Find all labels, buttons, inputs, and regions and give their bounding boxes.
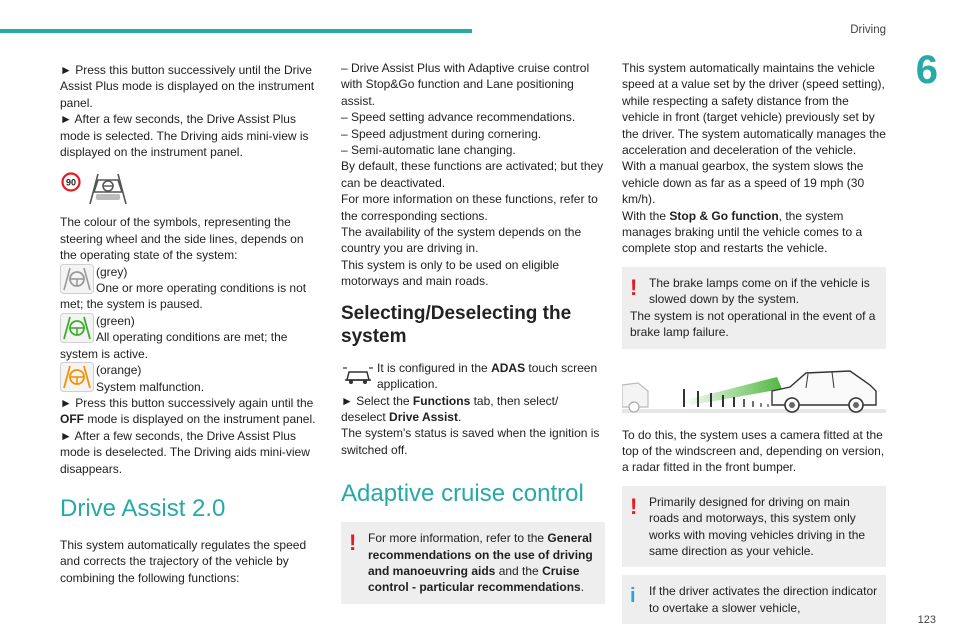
- paragraph: ► After a few seconds, the Drive Assist Plus mode is deselected. The Driving aids mini-view disappears.: [60, 428, 310, 476]
- steering-wheel-green-icon: [60, 313, 94, 343]
- warning-icon: !: [630, 274, 638, 300]
- paragraph: This system is only to be used on eligible motorways and main roads.: [341, 257, 560, 289]
- paragraph: To do this, the system uses a camera fitted at the top of the windscreen and, depending on version, a radar fitted in the front bumper.: [622, 427, 885, 475]
- header-accent-bar: [0, 29, 472, 33]
- state-label: (green): [96, 313, 135, 328]
- column-3: [622, 60, 886, 632]
- warning-note: ! For more information, refer to the General recommendations on the use of driving and manoeuvring aids and the Cruise control - particular recommendations.: [341, 522, 605, 604]
- paragraph: With a manual gearbox, the system slows the vehicle down as far as a speed of 19 mph (30 km/h).: [622, 159, 865, 207]
- warning-icon: !: [349, 530, 357, 556]
- paragraph: ► Press this button successively again until the OFF mode is displayed on the instrument panel.: [60, 395, 316, 427]
- column-1: [60, 62, 322, 586]
- drive-assist-mini-view-icon: [60, 170, 130, 206]
- paragraph: ► Press this button successively until the Drive Assist Plus mode is displayed on the instrument panel.: [60, 63, 315, 110]
- paragraph: This system automatically maintains the vehicle speed at a value set by the driver (speed setting), while respecting a safety distance from the vehicle in front (target vehicle) previously set by the driver. The system automatically manages the acceleration and deceleration of the vehicle.: [622, 61, 886, 158]
- state-text: One or more operating conditions is not met; the system is paused.: [60, 281, 307, 312]
- cars-distance-illustration: [622, 361, 886, 417]
- heading-drive-assist: Drive Assist 2.0: [60, 494, 226, 522]
- heading-adaptive-cruise: Adaptive cruise control: [341, 480, 584, 508]
- info-note: i If the driver activates the direction indicator to overtake a slower vehicle,: [622, 575, 886, 624]
- paragraph: ► After a few seconds, the Drive Assist Plus mode is selected. The Driving aids mini-view is displayed on the instrument panel.: [60, 112, 309, 160]
- warning-note: ! The brake lamps come on if the vehicle is slowed down by the system. The system is not operational in the event of a brake lamp failure.: [622, 267, 886, 349]
- paragraph: The system's status is saved when the ignition is switched off.: [341, 426, 600, 457]
- state-green: [60, 313, 322, 362]
- list-item: – Speed adjustment during cornering.: [341, 126, 542, 141]
- heading-selecting: Selecting/Deselecting the system: [341, 302, 572, 347]
- state-label: (grey): [96, 264, 128, 279]
- chapter-number: 6: [915, 48, 938, 92]
- state-label: (orange): [96, 363, 142, 378]
- warning-icon: !: [630, 493, 638, 519]
- list-item: – Speed setting advance recommendations.: [341, 110, 576, 125]
- paragraph: By default, these functions are activated; but they can be deactivated.: [341, 159, 604, 190]
- state-grey: [60, 264, 322, 313]
- column-2: [341, 60, 605, 612]
- paragraph: The colour of the symbols, representing the steering wheel and the side lines, depends on the operating state of the system:: [60, 215, 304, 263]
- steering-wheel-orange-icon: [60, 362, 94, 392]
- drive-assist-mini-view: [60, 170, 322, 206]
- paragraph: This system automatically regulates the speed and corrects the trajectory of the vehicle by combining the following functions:: [60, 537, 307, 585]
- state-orange: [60, 362, 322, 395]
- paragraph: ► Select the Functions tab, then select/ deselect Drive Assist.: [341, 393, 559, 424]
- list-item: – Drive Assist Plus with Adaptive cruise control with Stop&Go function and Lane positioning assist.: [341, 61, 590, 108]
- radar-illustration: [622, 361, 886, 417]
- state-text: System malfunction.: [96, 379, 205, 394]
- section-title: Driving: [850, 24, 886, 36]
- adas-car-icon: [341, 360, 375, 390]
- adas-instruction: It is configured in the ADAS touch screen application.: [341, 360, 605, 393]
- paragraph: For more information on these functions, refer to the corresponding sections.: [341, 192, 598, 223]
- state-text: All operating conditions are met; the system is active.: [60, 330, 288, 361]
- page-number: 123: [917, 614, 936, 626]
- paragraph: The availability of the system depends on the country you are driving in.: [341, 225, 582, 256]
- warning-note: ! Primarily designed for driving on main roads and motorways, this system only works with moving vehicles driving in the same direction as your vehicle.: [622, 486, 886, 568]
- info-icon: i: [630, 585, 636, 608]
- steering-wheel-grey-icon: [60, 264, 94, 294]
- paragraph: With the Stop & Go function, the system manages braking until the vehicle comes to a complete stop and restarts the vehicle.: [622, 208, 863, 256]
- speed-limit-badge: 90: [65, 177, 77, 188]
- list-item: – Semi-automatic lane changing.: [341, 143, 516, 158]
